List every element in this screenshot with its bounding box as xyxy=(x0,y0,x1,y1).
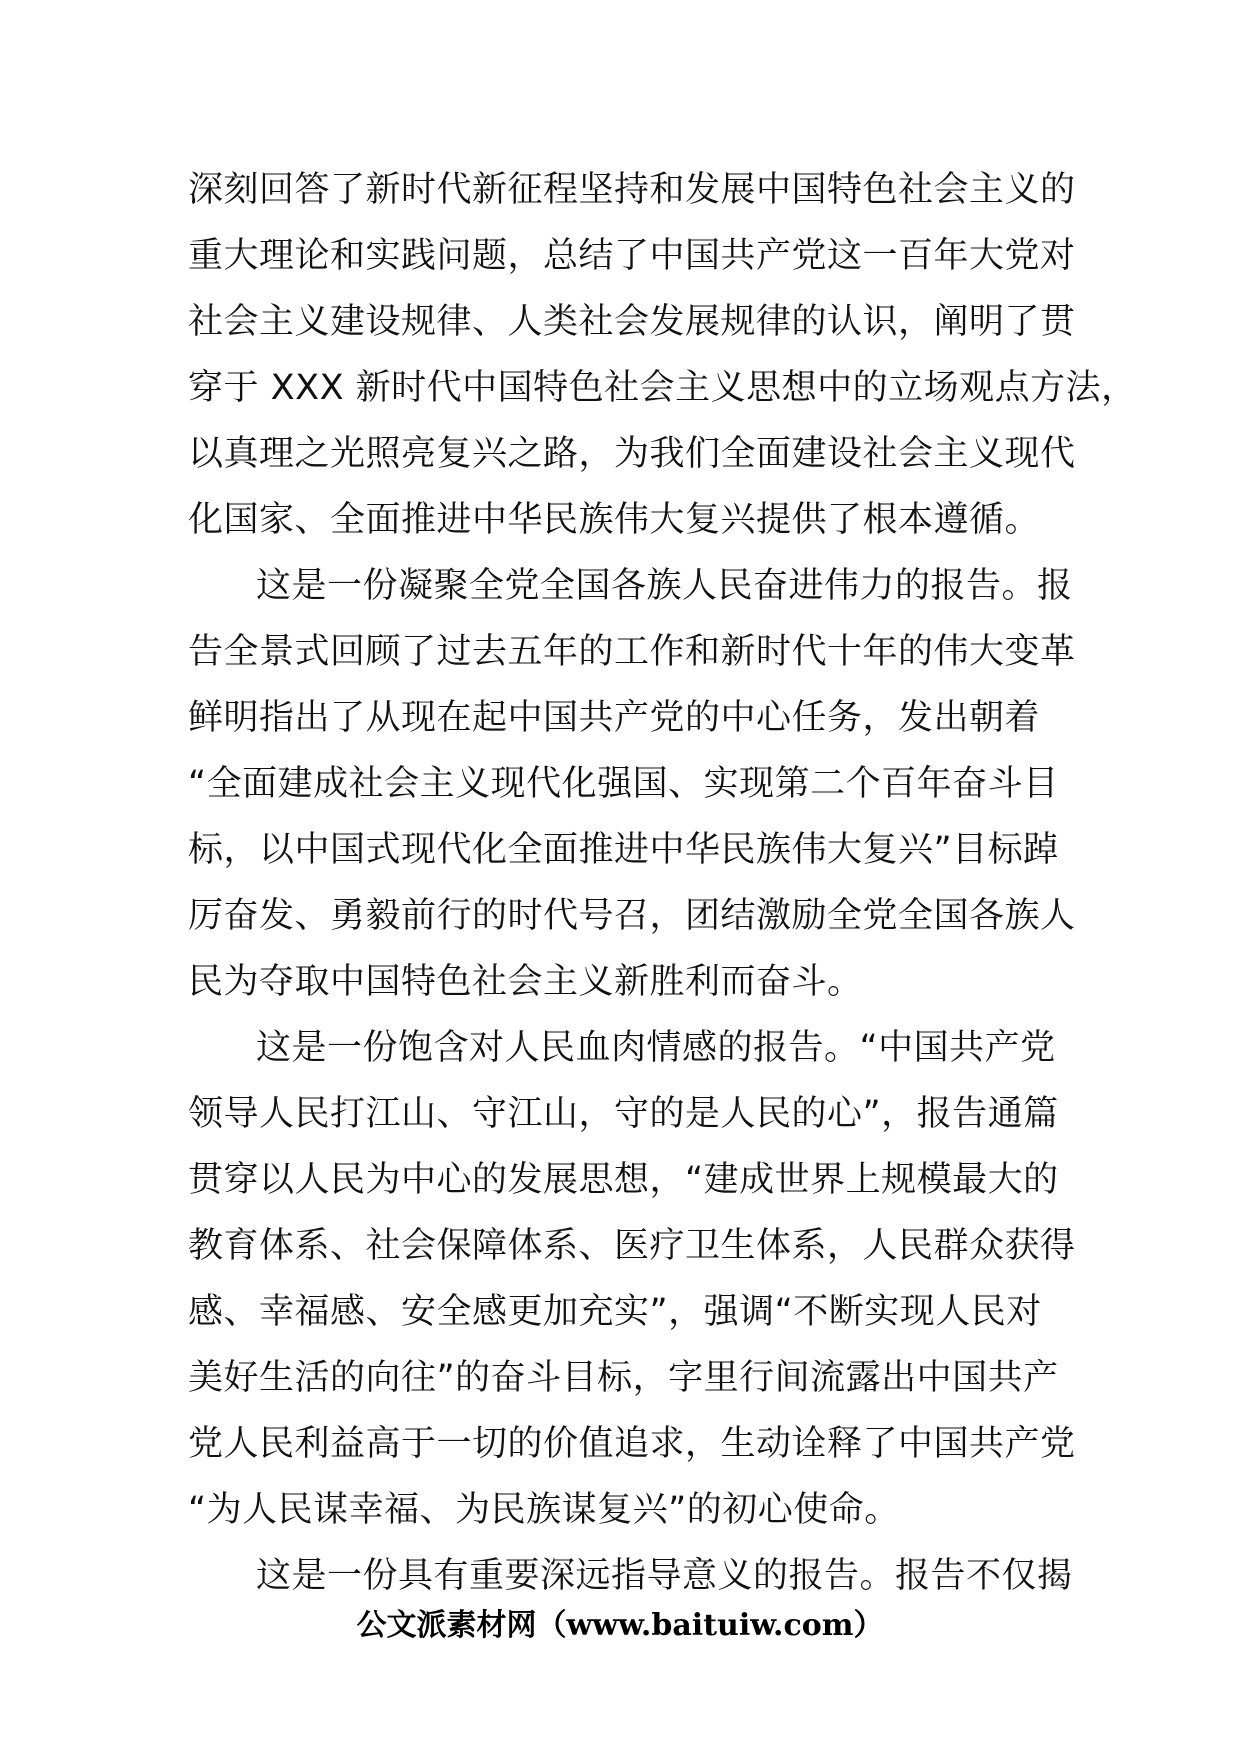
paragraph-start-line: 这是一份饱含对人民血肉情感的报告。“中国共产党 xyxy=(256,1028,1056,1068)
text-line: “全面建成社会主义现代化强国、实现第二个百年奋斗目 xyxy=(188,764,1059,804)
text-line: 穿于 XXX 新时代中国特色社会主义思想中的立场观点方法， xyxy=(188,368,1137,408)
text-line: 以真理之光照亮复兴之路，为我们全面建设社会主义现代 xyxy=(188,434,1076,474)
text-line: 贯穿以人民为中心的发展思想，“建成世界上规模最大的 xyxy=(188,1160,1059,1200)
text-line: 社会主义建设规律、人类社会发展规律的认识，阐明了贯 xyxy=(188,302,1076,342)
text-line: 化国家、全面推进中华民族伟大复兴提供了根本遵循。 xyxy=(188,500,1041,540)
document-body xyxy=(188,157,1137,1609)
paragraph-start-line: 这是一份具有重要深远指导意义的报告。报告不仅揭 xyxy=(256,1556,1073,1596)
text-line: 深刻回答了新时代新征程坚持和发展中国特色社会主义的 xyxy=(188,170,1076,210)
text-line: 美好生活的向往”的奋斗目标，字里行间流露出中国共产 xyxy=(188,1358,1059,1398)
text-line: 教育体系、社会保障体系、医疗卫生体系，人民群众获得 xyxy=(188,1226,1076,1266)
text-line: 标，以中国式现代化全面推进中华民族伟大复兴”目标踔 xyxy=(188,830,1059,870)
text-line: 民为夺取中国特色社会主义新胜利而奋斗。 xyxy=(188,962,863,1002)
paragraph-start-line: 这是一份凝聚全党全国各族人民奋进伟力的报告。报 xyxy=(256,566,1073,606)
text-line: 领导人民打江山、守江山，守的是人民的心”，报告通篇 xyxy=(188,1094,1059,1134)
text-line: 党人民利益高于一切的价值追求，生动诠释了中国共产党 xyxy=(188,1424,1076,1464)
text-line: 告全景式回顾了过去五年的工作和新时代十年的伟大变革 xyxy=(188,632,1076,672)
text-line: 感、幸福感、安全感更加充实”，强调“不断实现人民对 xyxy=(188,1292,1042,1332)
text-line: 鲜明指出了从现在起中国共产党的中心任务，发出朝着 xyxy=(188,698,1041,738)
footer-watermark: 公文派素材网（www.baituiw.com） xyxy=(356,1608,884,1643)
text-line: “为人民谋幸福、为民族谋复兴”的初心使命。 xyxy=(188,1490,900,1530)
text-line: 厉奋发、勇毅前行的时代号召，团结激励全党全国各族人 xyxy=(188,896,1076,936)
text-line: 重大理论和实践问题，总结了中国共产党这一百年大党对 xyxy=(188,236,1076,276)
